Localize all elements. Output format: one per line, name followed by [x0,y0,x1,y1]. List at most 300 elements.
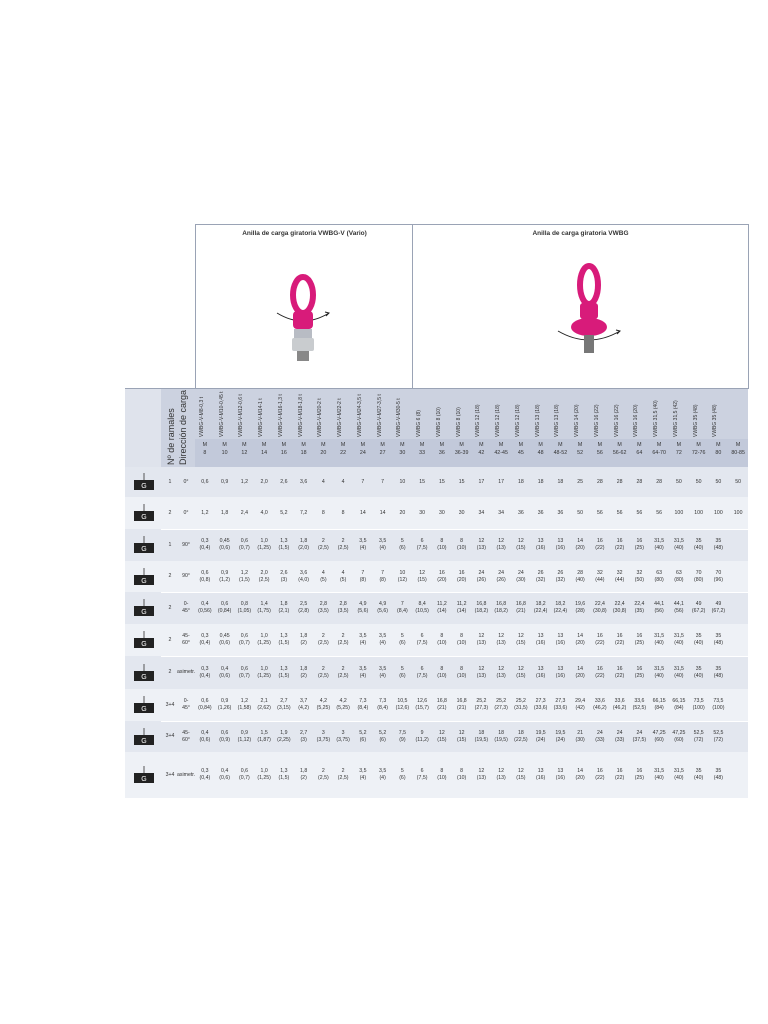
sling-config-icon [131,766,157,784]
thread-size: M 48 [537,442,544,456]
load-value: 70 (80) [694,569,704,583]
model-name: VWBG 35 (48) [712,404,719,437]
load-value: 19,6 (28) [575,601,586,614]
sling-config-icon [131,536,157,554]
load-value: 56 [616,509,623,516]
load-value: 13 (16) [555,665,565,679]
load-value: 50 [695,478,702,485]
load-value: 100 [714,509,723,516]
model-header-cell [590,389,611,439]
model-name: VWBG-V-M24-3,5 t [356,394,363,437]
load-value: 50 [735,478,742,485]
model-header-cell [314,389,335,439]
load-direction: 45- 60° [182,729,190,743]
load-value: 73,5 (100) [712,698,725,711]
load-value: 3,5 (4) [379,665,387,679]
load-value: 5,2 (6) [379,729,387,743]
load-value: 8 (10) [437,768,447,781]
load-value: 18,2 (22,4) [533,601,548,614]
model-header-cell [531,389,552,439]
load-value: 14 (20) [575,538,585,551]
load-value: 35 (48) [713,538,723,551]
table-row [125,592,748,624]
load-value: 2,7 (3,15) [277,698,291,711]
load-value: 50 [577,509,584,516]
model-header-cell [472,389,493,439]
load-value: 30 [438,509,445,516]
model-header-cell [630,389,651,439]
load-value: 16 (20) [457,569,467,583]
legs-count: 3+4 [165,733,175,739]
model-header-cell [689,389,710,439]
load-direction: 90° [182,573,190,579]
model-name: VWBG 14 (20) [574,404,581,437]
load-value: 16 (22) [615,768,625,781]
load-value: 21 (30) [575,729,585,743]
load-value: 16 (22) [615,665,625,679]
svg-text:G: G [141,546,147,553]
load-value: 2 (2,5) [318,633,329,646]
load-value: 0,6 (0,84) [198,698,212,711]
load-value: 56 [596,509,603,516]
load-value: 35 (40) [694,538,704,551]
model-name: VWBG-V-M10-0,45 t [218,391,225,437]
load-value: 2,0 (2,5) [258,569,270,583]
load-value: 12 (15) [457,729,467,743]
load-direction: 0° [183,478,189,485]
load-value: 8 [321,509,325,516]
model-name: VWBG 31,5 (40) [653,400,660,437]
load-value: 36 [517,509,524,516]
load-value: 1,0 (1,25) [257,665,271,679]
load-value: 2 (2,5) [337,633,349,646]
load-value: 27,3 (33,6) [553,698,568,711]
model-header-cell [254,389,275,439]
thread-size: M 64-70 [652,442,666,456]
load-value: 22,4 (35) [634,601,645,614]
model-header-cell [235,389,256,439]
load-value: 0,4 (0,56) [198,601,212,614]
model-header-cell [333,389,354,439]
model-header-cell [353,389,374,439]
load-value: 70 (96) [713,569,723,583]
load-value: 33,6 (52,5) [632,698,647,711]
table-row [125,689,748,721]
sling-config-icon [131,631,157,649]
load-value: 0,4 (0,6) [219,665,230,679]
load-value: 16 (25) [634,768,644,781]
load-value: 44,1 (56) [673,601,684,614]
model-header-cell [570,389,591,439]
legs-count: 1 [168,541,172,548]
model-name: VWBG 13 (18) [534,404,541,437]
model-header-cell [709,389,730,439]
load-value: 3,5 (4) [359,665,367,679]
load-value: 16 (25) [634,538,644,551]
load-value: 4 (5) [339,569,347,583]
model-header-cell [195,389,216,439]
thread-size: M 52 [577,442,584,456]
legs-count: 2 [168,669,172,675]
load-value: 14 [359,509,366,516]
svg-text:G: G [141,577,147,585]
load-value: 31,5 (40) [654,633,665,646]
load-value: 1,8 [221,509,229,516]
table-row [125,721,748,752]
load-value: 13 (16) [536,538,546,551]
load-value: 7,3 (8,4) [377,698,388,711]
corner-cell [125,389,162,467]
load-value: 3,5 (4) [359,538,367,551]
load-value: 25,2 (31,5) [514,698,528,711]
load-direction: asimetr. [177,669,196,675]
thread-size: M 33 [419,442,426,456]
model-name: VWBG 35 (48) [692,404,699,437]
thread-size: M 27 [379,442,386,456]
load-value: 6 (7,5) [416,538,428,551]
table-row [125,497,748,529]
load-value: 1,3 (1,5) [278,665,290,679]
load-value: 0,45 (0,6) [219,538,230,551]
load-value: 50 [675,478,682,485]
load-value: 0,6 (0,7) [239,633,250,646]
load-value: 0,6 (0,8) [199,569,211,583]
model-header-cell [491,389,512,439]
model-name: VWBG 12 (18) [495,404,502,437]
model-header-cell [215,389,236,439]
load-direction: asimetr. [177,771,196,778]
table-row [125,467,748,497]
thread-size: M 56-62 [612,442,627,456]
thread-size: M 8 [202,442,208,456]
load-value: 15 [458,478,465,485]
legs-count: 2 [168,573,172,579]
load-value: 10 (12) [397,569,407,583]
load-value: 19,5 (24) [555,729,566,743]
load-value: 16 (22) [595,768,605,781]
load-value: 24 (26) [476,569,486,583]
sling-config-icon [131,728,157,746]
load-value: 3 (3,75) [316,729,331,743]
model-name: VWBG 16 (22) [593,404,600,437]
load-value: 2,5 (2,8) [298,601,309,614]
load-value: 31,5 (40) [673,538,684,551]
load-value: 0,4 (0,6) [199,729,211,743]
load-value: 14 (20) [575,633,585,646]
load-value: 11,2 (14) [437,601,447,614]
thread-size: M 24 [359,442,366,456]
load-value: 2 (2,5) [337,665,349,679]
model-name: VWBG-V-M16-1,3 t [277,394,284,437]
load-value: 5,2 [280,509,288,516]
load-value: 32 (50) [634,569,644,583]
load-value: 7 (8) [379,569,386,583]
load-value: 1,3 (1,5) [278,633,290,646]
load-value: 4,9 (5,6) [357,601,369,614]
load-value: 2 (2,5) [318,665,329,679]
load-value: 12 (13) [496,768,506,781]
load-value: 3,7 (4,2) [298,698,309,711]
load-value: 3,5 (4) [379,538,387,551]
load-value: 0,3 (0,4) [199,633,211,646]
load-value: 34 [498,509,505,516]
load-value: 26 (32) [555,569,565,583]
load-value: 13 (16) [536,665,546,679]
load-value: 30 [419,509,426,516]
load-value: 5 (6) [399,665,406,679]
load-direction: 0° [183,509,189,516]
load-value: 0,9 (1,2) [219,569,230,583]
thread-size: M 64 [636,442,643,456]
load-value: 25,2 (27,3) [474,698,489,711]
load-value: 12 (13) [496,665,506,679]
table-row [125,561,748,592]
load-value: 16 (22) [595,538,605,551]
thread-size: M 16 [280,442,287,456]
model-header-cell [649,389,670,439]
load-value: 73,5 (100) [692,698,705,711]
model-name: VWBG-V-M22-2 t [337,398,344,437]
load-value: 12,6 (15,7) [415,698,429,711]
load-value: 5 (6) [399,633,406,646]
sling-config-icon [131,568,157,586]
model-name: VWBG-V-M27-3,5 t [376,394,383,437]
load-value: 3,5 (4) [359,633,367,646]
thread-size: M 12 [241,442,248,456]
thread-size: M 14 [261,442,268,456]
load-value: 16,8 (21) [515,601,526,614]
load-value: 36 [537,509,544,516]
load-value: 4,2 (5,25) [336,698,350,711]
load-value: 36 [557,509,564,516]
load-direction: 90° [182,541,190,548]
load-table-document [125,224,748,797]
load-value: 5 (6) [399,768,406,781]
load-value: 1,2 (1,58) [237,698,252,711]
load-value: 18 (19,5) [494,729,508,743]
load-value: 2,6 (3) [280,569,288,583]
model-header-cell [728,389,749,439]
sling-config-icon [131,696,157,714]
model-name: VWBG-V-M30-5 t [396,398,403,437]
load-value: 63 (80) [674,569,684,583]
load-value: 16 (25) [634,633,644,646]
load-value: 1,8 (2) [300,665,308,679]
load-value: 4,2 (5,25) [316,698,331,711]
model-header-cell [610,389,631,439]
load-value: 0,3 (0,4) [199,665,211,679]
load-value: 49 (67,2) [691,601,706,614]
legs-count: 2 [168,636,172,643]
load-value: 35 (48) [713,633,723,646]
load-value: 4 (5) [320,569,327,583]
svg-text:G: G [141,776,147,783]
vario-swivel-ring-image [263,273,343,383]
load-value: 0,9 (1,12) [237,729,252,743]
load-value: 20 [399,509,406,516]
model-header-cell [294,389,315,439]
load-value: 100 [733,509,743,516]
thread-size: M 45 [517,442,524,456]
load-value: 0,3 (0,4) [199,538,211,551]
load-value: 12 (13) [476,538,486,551]
load-value: 22,4 (30,8) [612,601,627,614]
load-value: 7,2 [300,509,308,516]
load-value: 2,7 (3) [300,729,308,743]
load-value: 15 [419,478,426,485]
legs-count: 1 [168,478,172,485]
model-name: VWBG 6 (8) [416,410,423,437]
load-value: 9 (11,2) [415,729,429,743]
load-value: 8 (10) [437,665,447,679]
load-value: 24 (30) [516,569,526,583]
model-header-cell [412,389,433,439]
load-value: 52,5 (72) [693,729,704,743]
load-value: 1,2 (1,5) [239,569,250,583]
load-value: 7 (8,4) [397,601,408,614]
load-value: 8 (10) [457,768,467,781]
load-value: 1,2 [240,478,248,485]
load-value: 44,1 (56) [654,601,665,614]
svg-text:G: G [141,641,147,648]
load-value: 5,2 (6) [359,729,367,743]
sling-config-icon [131,473,157,491]
load-value: 12 (15) [516,665,526,679]
load-value: 8 (10) [437,633,447,646]
thread-size: M 10 [221,442,228,456]
load-value: 2,6 [280,478,288,485]
load-value: 49 (67,2) [711,601,726,614]
thread-size: M 22 [340,442,347,456]
load-value: 12 (15) [516,768,526,781]
legs-count: 3+4 [165,701,175,708]
load-value: 2,4 [240,509,248,516]
thread-size: M 80-85 [731,442,745,456]
svg-text:G: G [141,673,147,681]
table-row [125,529,748,561]
svg-text:G: G [141,514,147,521]
load-value: 2 (2,5) [337,768,349,781]
load-value: 24 (33) [595,729,605,743]
sling-config-icon [131,504,157,522]
vwbg-swivel-ring-image [544,263,634,373]
sling-config-icon [131,599,157,617]
load-value: 1,2 [201,509,209,516]
load-value: 1,8 (2,0) [298,538,309,551]
load-value: 2 (2,5) [318,768,329,781]
vwbg-title: Anilla de carga giratoria VWBG [532,230,629,237]
load-value: 15 [438,478,445,485]
model-name: VWBG 13 (18) [554,404,561,437]
load-value: 28 [616,478,623,485]
thread-size: M 48-52 [553,442,568,456]
table-row [125,624,748,656]
load-direction: 0- 45° [182,698,190,711]
load-value: 24 (26) [496,569,506,583]
load-value: 0,6 (0,7) [239,665,250,679]
load-value: 35 (48) [713,768,723,781]
load-value: 12 (15) [516,633,526,646]
vwbg-header-panel [413,224,749,389]
load-value: 10 [399,478,406,485]
load-value: 4 [321,478,325,485]
load-value: 12 (13) [476,768,486,781]
thread-size: M 30 [399,442,406,456]
model-name: VWBG 12 (18) [514,404,521,437]
load-value: 6 (7,5) [416,633,428,646]
svg-text:G: G [141,483,147,490]
load-value: 7,3 (8,4) [357,698,369,711]
load-value: 8 (10) [457,665,467,679]
load-value: 31,5 (40) [673,768,684,781]
load-value: 7,5 (9) [398,729,406,743]
row-separator [161,798,748,799]
load-value: 52,5 (72) [713,729,724,743]
header-legs-label: Nº de ramales [166,408,176,465]
load-value: 16,8 (18,2) [474,601,489,614]
load-value: 13 (16) [536,633,546,646]
load-value: 0,6 [201,478,209,485]
load-value: 16 (22) [595,665,605,679]
load-value: 3,5 (4) [379,768,387,781]
model-name: VWBG 31,5 (42) [672,400,679,437]
load-value: 29,4 (42) [575,698,586,711]
svg-text:G: G [141,706,147,713]
load-value: 13 (16) [555,538,565,551]
load-value: 0,6 (0,7) [239,538,250,551]
load-value: 12 (13) [496,633,506,646]
load-value: 66,15 (84) [672,698,686,711]
thread-size: M 42-45 [494,442,508,456]
load-value: 3,6 (4,0) [298,569,309,583]
load-value: 18 [537,478,544,485]
load-value: 32 (44) [595,569,605,583]
load-value: 8 [341,509,345,516]
model-header-cell [432,389,453,439]
load-value: 25 [577,478,584,485]
model-name: VWBG 16 (22) [613,404,620,437]
load-value: 4,9 (5,6) [377,601,388,614]
load-value: 1,3 (1,5) [278,768,290,781]
load-value: 31,5 (40) [654,768,665,781]
load-value: 7 [381,478,385,485]
load-value: 18 [557,478,564,485]
model-header-cell [551,389,572,439]
load-value: 1,0 (1,25) [257,538,271,551]
model-name: VWBG-V-M14-1 t [258,398,265,437]
load-value: 32 (44) [615,569,625,583]
load-value: 24 (37,5) [632,729,647,743]
load-value: 16,8 (21) [436,698,447,711]
load-value: 18 [517,478,524,485]
model-name: VWBG-V-M20-2 t [317,398,324,437]
thread-size: M 56 [596,442,603,456]
load-value: 4,0 [260,509,268,516]
load-value: 14 [379,509,386,516]
load-value: 1,5 (1,87) [257,729,271,743]
load-value: 3,6 [300,478,308,485]
load-value: 50 [715,478,722,485]
load-value: 1,9 (2,25) [277,729,291,743]
load-value: 31,5 (40) [673,633,684,646]
load-value: 100 [674,509,684,516]
model-name: VWBG 16 (20) [633,404,640,437]
load-value: 0,9 (1,26) [217,698,232,711]
load-value: 24 (33) [615,729,625,743]
load-value: 3,5 (4) [379,633,387,646]
load-value: 2,8 (3,5) [337,601,349,614]
svg-text:G: G [141,609,147,616]
